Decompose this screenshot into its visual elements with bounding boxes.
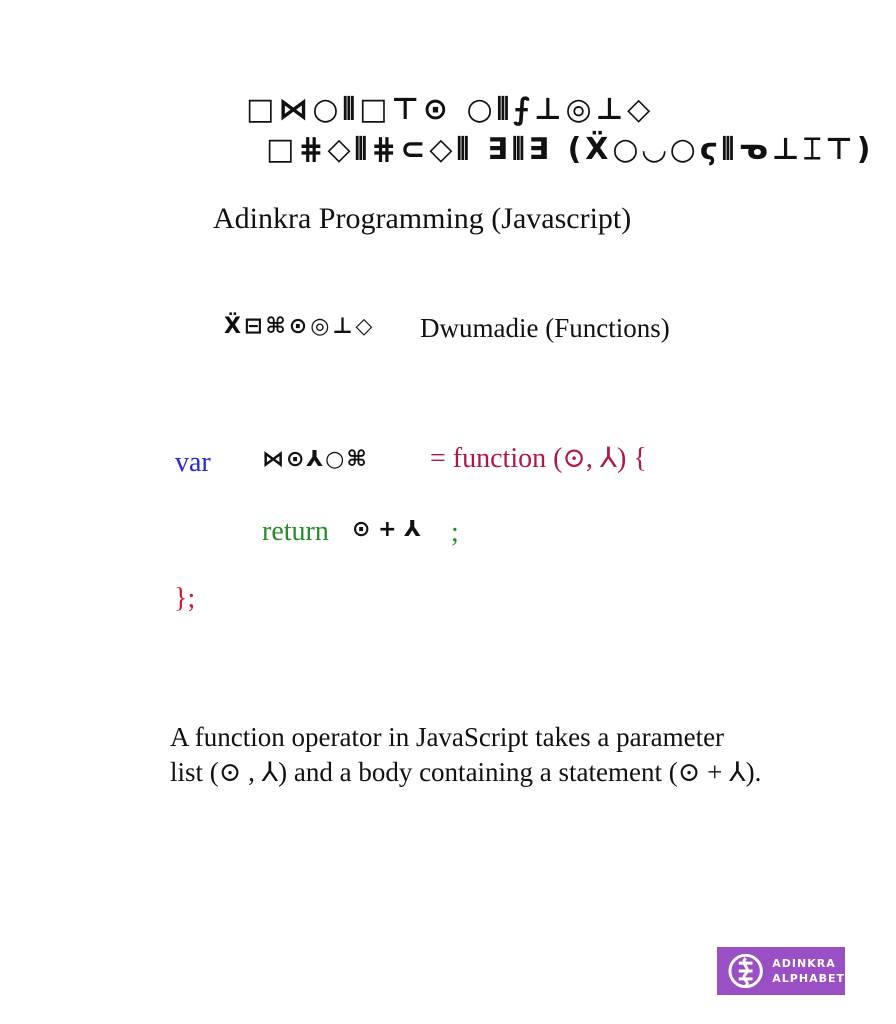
code-keyword-return: return <box>262 516 329 547</box>
logo-line-2: ALPHABET <box>772 972 845 985</box>
section-glyphs: Ẍ⊟⌘⊙◎⊥◇ <box>224 314 376 339</box>
description-line-1: A function operator in JavaScript takes a parameter <box>170 722 725 752</box>
section-label: Dwumadie (Functions) <box>420 313 670 343</box>
logo-text <box>772 956 845 986</box>
code-semicolon: ; <box>451 517 459 548</box>
logo-line-1: ADINKRA <box>772 957 836 970</box>
title-glyphs-line-2: □⋕◇⫴⋕⊂◇⫴ ∃⫴∃ (Ẍ○◡○ϛ⫴ᓀ⊥⌶⊤) <box>266 132 875 167</box>
description <box>170 720 880 790</box>
adinkra-emblem-icon <box>727 952 764 990</box>
code-return-expression: ⊙ + ⅄ <box>352 517 421 542</box>
title-glyphs-line-1: □⋈○⫴□⊤⊙ ○⫴⨍⊥◎⊥◇ <box>246 92 655 127</box>
code-function-definition: = function (⊙, ⅄) { <box>430 443 647 474</box>
description-line-2: list (⊙ , ⅄) and a body containing a statement (⊙ + ⅄). <box>170 757 762 787</box>
page-subtitle: Adinkra Programming (Javascript) <box>213 202 632 235</box>
code-keyword-var: var <box>175 447 211 478</box>
code-closing-brace: }; <box>174 583 196 614</box>
code-function-name: ⋈⊙⅄○⌘ <box>262 447 369 472</box>
adinkra-alphabet-logo <box>717 947 845 995</box>
